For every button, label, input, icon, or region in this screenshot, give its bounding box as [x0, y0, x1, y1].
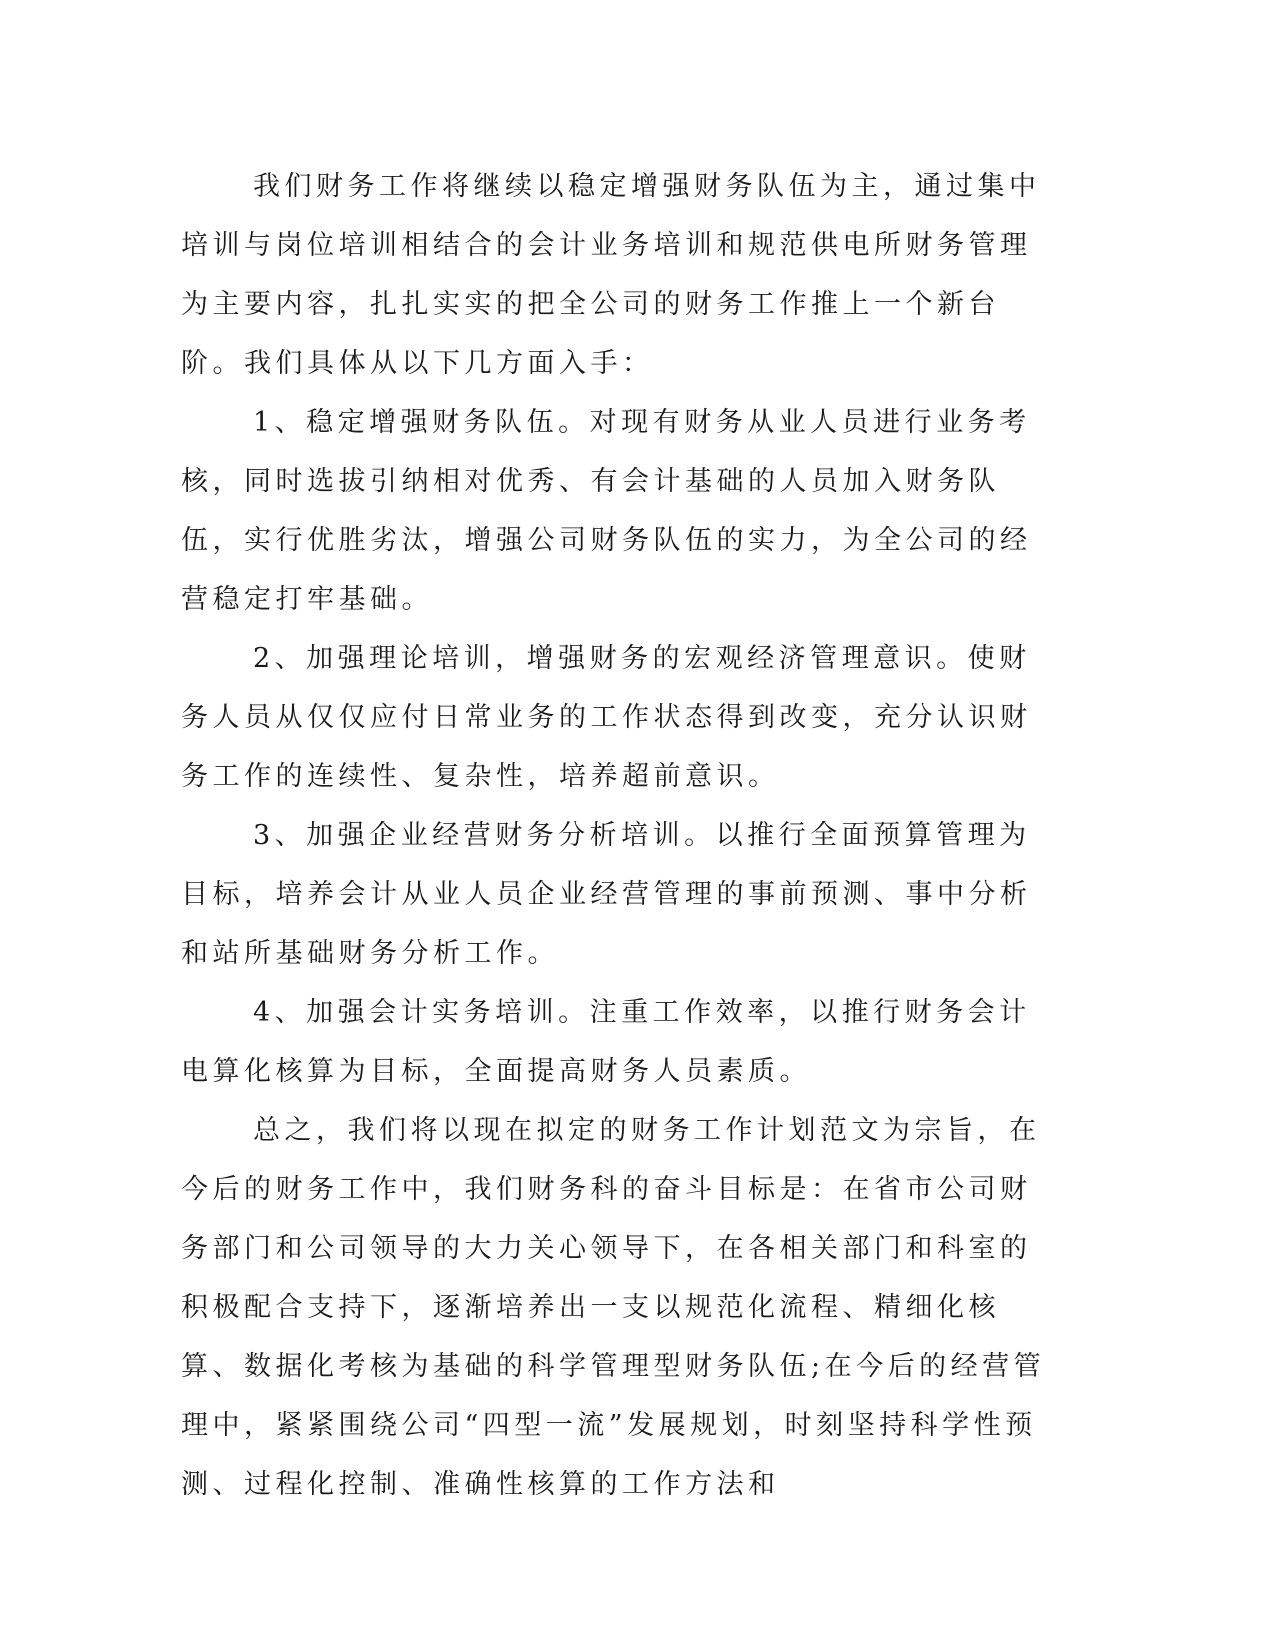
paragraph-summary: 总之，我们将以现在拟定的财务工作计划范文为宗旨，在今后的财务工作中，我们财务科的奋斗目标是：在省市公司财务部门和公司领导的大力关心领导下，在各相关部门和科室的积极配合支持下，逐渐培养出一支以规范化流程、精细化核算、数据化考核为基础的科学管理型财务队伍;在今后的经营管理中，紧紧围绕公司“四型一流”发展规划，时刻坚持科学性预测、过程化控制、准确性核算的工作方法和	[181, 1115, 1046, 1500]
paragraph-item-2: 2、加强理论培训，增强财务的宏观经济管理意识。使财务人员从仅仅应付日常业务的工作状态得到改变，充分认识财务工作的连续性、复杂性，培养超前意识。	[181, 643, 1032, 792]
paragraph-intro: 我们财务工作将继续以稳定增强财务队伍为主，通过集中培训与岗位培训相结合的会计业务培训和规范供电所财务管理为主要内容，扎扎实实的把全公司的财务工作推上一个新台阶。我们具体从以下几方面入手：	[181, 171, 1041, 379]
paragraph-item-1: 1、稳定增强财务队伍。对现有财务从业人员进行业务考核，同时选拔引纳相对优秀、有会计基础的人员加入财务队伍，实行优胜劣汰，增强公司财务队伍的实力，为全公司的经营稳定打牢基础。	[181, 407, 1032, 615]
paragraph-item-3: 3、加强企业经营财务分析培训。以推行全面预算管理为目标，培养会计从业人员企业经营管理的事前预测、事中分析和站所基础财务分析工作。	[181, 820, 1032, 969]
document-body	[181, 157, 1061, 1514]
paragraph-item-4: 4、加强会计实务培训。注重工作效率，以推行财务会计电算化核算为目标，全面提高财务人员素质。	[181, 997, 1031, 1087]
